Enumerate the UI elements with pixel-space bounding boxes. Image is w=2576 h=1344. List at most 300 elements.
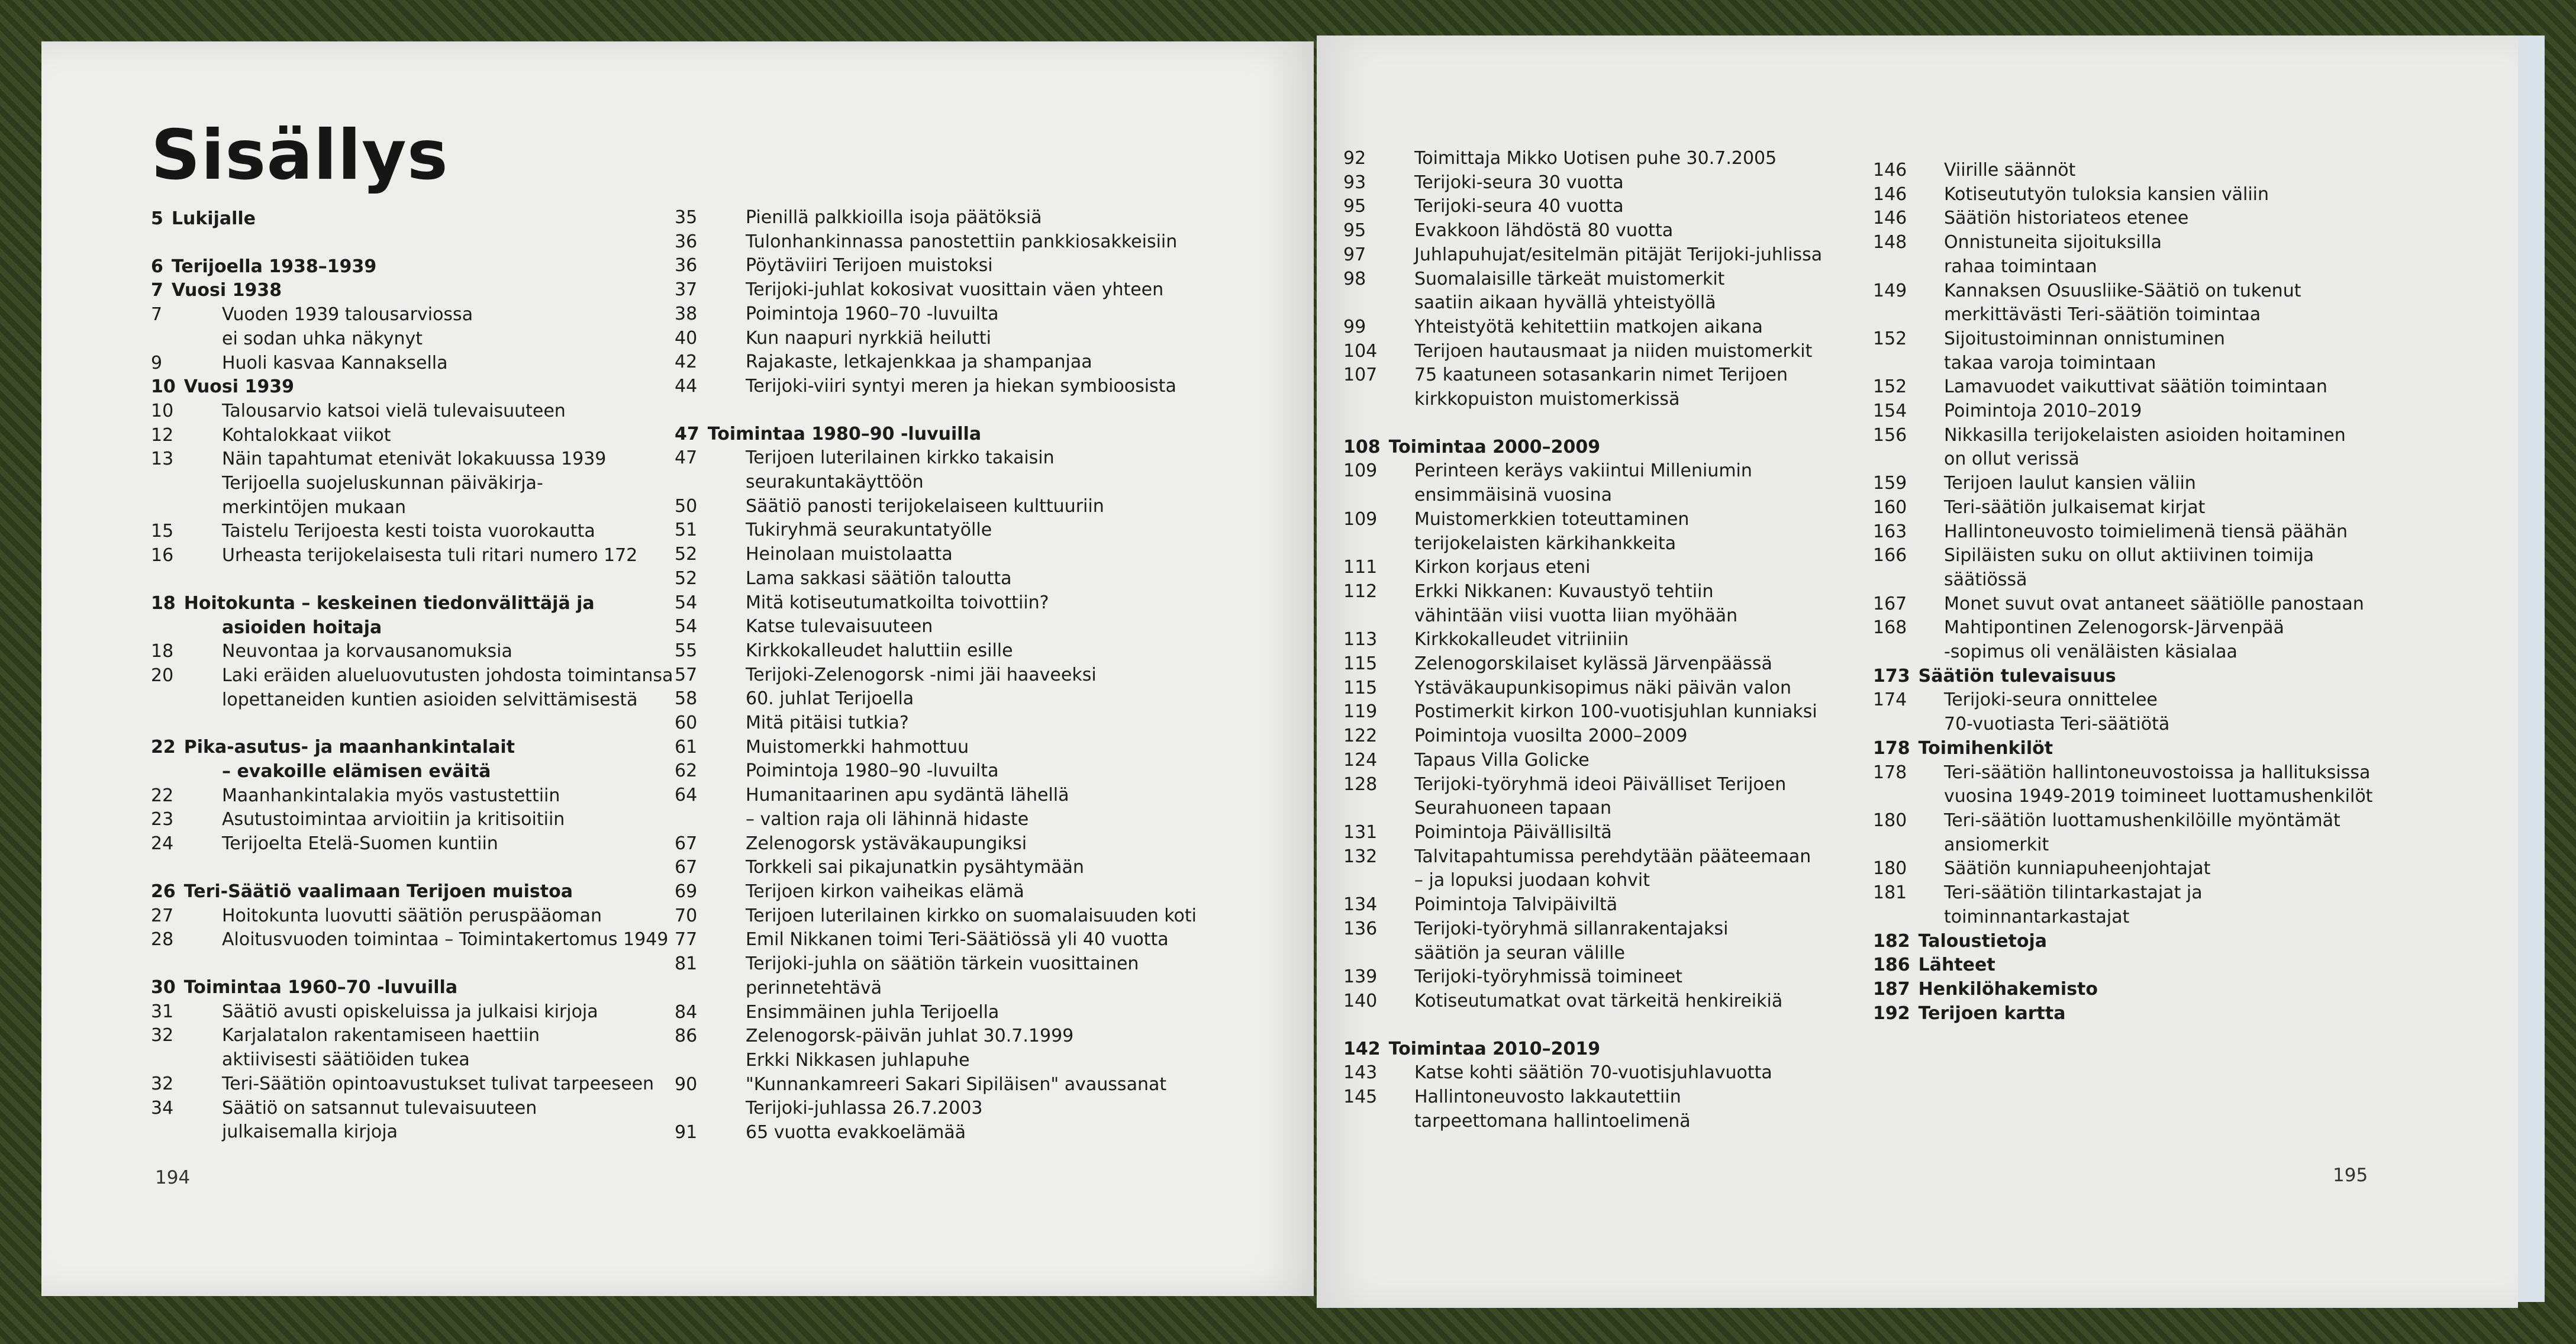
toc-page-number: 30 — [151, 976, 176, 998]
toc-entry-title: Yhteistyötä kehitettiin matkojen aikana — [1414, 316, 1763, 337]
toc-page-number — [1343, 532, 1414, 556]
toc-entry — [675, 327, 1207, 351]
toc-page-number: 35 — [675, 207, 698, 228]
toc-entry-title: Tulonhankinnassa panostettiin pankkiosakkeisiin — [746, 231, 1178, 252]
toc-entry — [1343, 773, 1876, 797]
toc-entry-title: toiminnantarkastajat — [1944, 906, 2130, 927]
toc-page-number: 69 — [675, 881, 698, 902]
toc-entry-title: Hallintoneuvosto toimielimenä tiensä päähän — [1944, 521, 2348, 542]
toc-page-number: 148 — [1873, 232, 1907, 253]
toc-entry-title: Juhlapuhujat/esitelmän pitäjät Terijoki-juhlissa — [1414, 244, 1823, 265]
toc-entry — [151, 808, 684, 832]
toc-page-number: 134 — [1343, 894, 1378, 916]
toc-entry — [151, 640, 684, 664]
toc-page-number: 167 — [1873, 593, 1907, 614]
toc-entry — [1343, 363, 1876, 388]
toc-entry-title: Muistomerkki hahmottuu — [746, 736, 969, 758]
toc-entry — [1343, 556, 1876, 580]
toc-section-heading — [675, 423, 1207, 447]
toc-entry — [675, 230, 1207, 254]
toc-page-number — [151, 472, 222, 496]
toc-entry — [1343, 797, 1876, 821]
toc-page-number: 146 — [1873, 160, 1907, 181]
toc-entry-title: Hallintoneuvosto lakkautettiin — [1414, 1087, 1681, 1108]
toc-page-number: 47 — [675, 423, 699, 444]
toc-entry — [1873, 640, 2406, 665]
toc-page-number: 104 — [1343, 340, 1378, 362]
toc-entry — [1873, 303, 2406, 327]
toc-entry — [151, 688, 684, 713]
toc-entry-title: Lamavuodet vaikuttivat säätiön toimintaan — [1944, 376, 2327, 398]
toc-page-number: 178 — [1873, 737, 1910, 759]
toc-entry-title: 70-vuotiasta Teri-säätiötä — [1944, 714, 2170, 735]
toc-entry-title: Zelenogorsk-päivän juhlat 30.7.1999 — [746, 1026, 1074, 1047]
toc-entry-title: Urheasta terijokelaisesta tuli ritari numero 172 — [222, 545, 638, 566]
toc-page-number — [1873, 905, 1944, 930]
toc-page-number — [675, 976, 746, 1001]
toc-entry-title: ei sodan uhka näkynyt — [222, 328, 423, 349]
toc-page-number: 51 — [675, 520, 698, 541]
toc-entry-title: Kun naapuri nyrkkiä heilutti — [746, 327, 991, 349]
toc-entry — [675, 567, 1207, 591]
toc-entry — [1343, 749, 1876, 773]
toc-entry-title: Teri-säätiön julkaisemat kirjat — [1944, 497, 2206, 518]
toc-page-number: 174 — [1873, 689, 1907, 711]
toc-entry-title: Terijoen hautausmaat ja niiden muistomerkit — [1414, 340, 1813, 362]
toc-entry — [1873, 207, 2406, 231]
toc-entry — [675, 904, 1207, 929]
toc-page-number: 32 — [151, 1073, 174, 1094]
toc-entry — [151, 544, 684, 568]
toc-page-number — [1343, 869, 1414, 893]
toc-section-heading — [1343, 1037, 1876, 1062]
toc-entry-title: 75 kaatuneen sotasankarin nimet Terijoen — [1414, 365, 1788, 386]
toc-page-number: 15 — [151, 521, 174, 542]
toc-page-number: 139 — [1343, 966, 1378, 988]
toc-entry — [1873, 881, 2406, 905]
toc-page-number: 32 — [151, 1025, 174, 1046]
toc-page-number: 119 — [1343, 701, 1378, 723]
toc-page-number: 86 — [675, 1026, 698, 1047]
toc-section-heading — [151, 736, 684, 760]
toc-entry — [1873, 447, 2406, 472]
toc-page-number: 81 — [675, 953, 698, 975]
toc-entry — [675, 615, 1207, 639]
toc-page-number: 149 — [1873, 280, 1907, 301]
toc-page-number: 180 — [1873, 810, 1907, 831]
toc-page-number — [151, 688, 222, 713]
toc-page-number — [675, 808, 746, 832]
toc-page-number — [151, 327, 222, 352]
toc-entry-title: Vuoden 1939 talousarviossa — [222, 304, 473, 325]
toc-entry — [675, 639, 1207, 663]
toc-entry-title: Torkkeli sai pikajunatkin pysähtymään — [746, 857, 1084, 878]
toc-entry-title: Pienillä palkkioilla isoja päätöksiä — [746, 207, 1042, 228]
toc-page-number — [675, 1049, 746, 1073]
toc-section-heading — [151, 592, 684, 616]
toc-entry-title: Toimintaa 1980–90 -luvuilla — [707, 423, 982, 444]
toc-spacer — [151, 712, 684, 736]
toc-page-number: 95 — [1343, 220, 1366, 241]
toc-page-number: 181 — [1873, 882, 1907, 904]
toc-entry-title: Pika-asutus- ja maanhankintalait — [183, 737, 515, 758]
toc-page-number — [1873, 255, 1944, 279]
toc-entry-title: Lama sakkasi säätiön taloutta — [746, 568, 1012, 589]
toc-entry-title: Katse kohti säätiön 70-vuotisjuhlavuotta — [1414, 1062, 1772, 1084]
toc-entry-title: vuosina 1949-2019 toimineet luottamushenkilöt — [1944, 786, 2373, 807]
toc-page-number: 26 — [151, 881, 176, 902]
toc-entry — [1343, 267, 1876, 292]
toc-entry — [1873, 375, 2406, 399]
toc-page-number: 84 — [675, 1001, 698, 1023]
toc-entry-title: Terijoen laulut kansien väliin — [1944, 473, 2196, 494]
toc-page-number: 47 — [675, 447, 698, 469]
toc-entry-title: takaa varoja toimintaan — [1944, 352, 2156, 373]
toc-page-number: 22 — [151, 785, 174, 806]
toc-entry-title: ansiomerkit — [1944, 834, 2049, 855]
toc-entry — [1873, 231, 2406, 255]
toc-entry-title: Poimintoja 1960–70 -luvuilta — [746, 303, 999, 324]
toc-entry-title: Sijoitustoiminnan onnistuminen — [1944, 328, 2225, 349]
toc-entry — [675, 928, 1207, 952]
toc-page-number: 60 — [675, 713, 698, 734]
toc-entry-title: Poimintoja 2010–2019 — [1944, 401, 2142, 422]
toc-entry — [675, 759, 1207, 784]
toc-entry — [151, 352, 684, 376]
toc-entry — [151, 1048, 684, 1072]
toc-entry — [675, 1049, 1207, 1073]
toc-entry — [1343, 291, 1876, 315]
toc-page-number — [151, 496, 222, 520]
toc-entry-title: Ensimmäinen juhla Terijoella — [746, 1001, 1000, 1023]
toc-entry — [151, 928, 684, 952]
toc-entry — [151, 1024, 684, 1048]
toc-entry — [151, 447, 684, 472]
toc-entry-title: Kohtalokkaat viikot — [222, 424, 391, 446]
toc-entry — [1343, 628, 1876, 652]
toc-entry — [675, 784, 1207, 808]
page-number-right: 195 — [2333, 1165, 2368, 1186]
toc-entry — [1873, 833, 2406, 858]
toc-entry-title: Poimintoja Päivällisiltä — [1414, 821, 1612, 843]
toc-entry-title: Nikkasilla terijokelaisten asioiden hoitaminen — [1944, 424, 2346, 446]
toc-page-number: 37 — [675, 279, 698, 301]
toc-spacer — [675, 399, 1207, 423]
toc-entry — [675, 952, 1207, 976]
toc-entry-title: Toimittaja Mikko Uotisen puhe 30.7.2005 — [1414, 148, 1777, 169]
toc-entry-title: Kirkkokalleudet haluttiin esille — [746, 640, 1013, 661]
toc-page-number: 52 — [675, 568, 698, 589]
toc-entry-title: Huoli kasvaa Kannaksella — [222, 352, 448, 373]
toc-entry-title: Mitä kotiseutumatkoilta toivottiin? — [746, 592, 1049, 613]
toc-page-number: 50 — [675, 495, 698, 517]
toc-entry-title: Sipiläisten suku on ollut aktiivinen toimija — [1944, 545, 2314, 566]
toc-entry-title: vähintään viisi vuotta liian myöhään — [1414, 605, 1738, 626]
toc-entry-title: Tukiryhmä seurakuntatyölle — [746, 520, 992, 541]
toc-entry-title: kirkkopuiston muistomerkissä — [1414, 389, 1680, 410]
toc-page-number: 67 — [675, 833, 698, 854]
toc-page-number: 36 — [675, 231, 698, 252]
toc-entry — [675, 880, 1207, 904]
toc-page-number — [1873, 640, 1944, 665]
toc-entry-title: Terijoki-seura 40 vuotta — [1414, 196, 1624, 217]
toc-page-number: 159 — [1873, 473, 1907, 494]
toc-entry — [675, 518, 1207, 543]
toc-page-number: 6 — [151, 256, 163, 277]
toc-page-number: 18 — [151, 641, 174, 662]
toc-entry-title: Erkki Nikkasen juhlapuhe — [746, 1049, 970, 1071]
toc-page-number — [1343, 797, 1414, 821]
toc-entry-title: perinnetehtävä — [746, 977, 882, 998]
toc-page-number: 128 — [1343, 773, 1378, 795]
toc-page-number: 18 — [151, 592, 176, 614]
toc-page-number: 54 — [675, 616, 698, 637]
toc-entry-title: lopettaneiden kuntien asioiden selvittämisestä — [222, 689, 638, 710]
toc-entry-title: Laki eräiden alueluovutusten johdosta toimintansa — [222, 665, 673, 686]
toc-entry — [1343, 917, 1876, 942]
toc-page-number: 182 — [1873, 930, 1910, 952]
toc-page-number: 145 — [1343, 1087, 1378, 1108]
toc-entry-title: Perinteen keräys vakiintui Milleniumin — [1414, 460, 1752, 482]
toc-page-number — [1343, 291, 1414, 315]
toc-page-number: 178 — [1873, 762, 1907, 783]
toc-entry — [675, 206, 1207, 230]
toc-entry-title: Onnistuneita sijoituksilla — [1944, 232, 2162, 253]
toc-entry-title: Terijoki-seura 30 vuotta — [1414, 172, 1624, 193]
toc-page-number: 93 — [1343, 172, 1366, 193]
toc-page-number: 34 — [151, 1097, 174, 1119]
toc-entry — [1873, 520, 2406, 544]
toc-entry-title: Terijoki-työryhmissä toimineet — [1414, 966, 1682, 988]
toc-page-number: 180 — [1873, 858, 1907, 879]
toc-section-heading — [151, 976, 684, 1000]
toc-entry — [1343, 965, 1876, 990]
toc-entry — [1873, 399, 2406, 424]
toc-page-number: 9 — [151, 352, 163, 373]
toc-entry-title: Emil Nikkanen toimi Teri-Säätiössä yli 40 vuotta — [746, 929, 1169, 950]
toc-page-number: 109 — [1343, 508, 1378, 530]
toc-entry — [1873, 424, 2406, 448]
toc-page-number — [1343, 604, 1414, 629]
toc-page-number: 55 — [675, 640, 698, 661]
toc-entry-title: Postimerkit kirkon 100-vuotisjuhlan kunniaksi — [1414, 701, 1817, 723]
toc-entry-title: Talvitapahtumissa perehdytään pääteemaan — [1414, 846, 1811, 867]
toc-page-number: 77 — [675, 929, 698, 950]
toc-section-heading — [1873, 665, 2406, 689]
toc-entry-title: – ja lopuksi juodaan kohvit — [1414, 870, 1650, 891]
toc-entry — [675, 543, 1207, 567]
toc-page-number — [1873, 352, 1944, 376]
toc-entry-title: Rajakaste, letkajenkkaa ja shampanjaa — [746, 352, 1092, 373]
toc-spacer — [151, 952, 684, 976]
toc-entry — [151, 832, 684, 856]
toc-entry — [151, 1072, 684, 1097]
toc-page-number: 52 — [675, 544, 698, 565]
toc-page-number: 13 — [151, 449, 174, 470]
toc-entry-title: Karjalatalon rakentamiseen haettiin — [222, 1025, 540, 1046]
toc-entry — [1343, 604, 1876, 629]
toc-page-number — [1873, 785, 1944, 809]
toc-entry — [675, 687, 1207, 711]
toc-page-number: 136 — [1343, 918, 1378, 939]
toc-page-number — [151, 616, 222, 640]
toc-entry — [1873, 544, 2406, 568]
toc-entry-title: Terijoen luterilainen kirkko takaisin — [746, 447, 1055, 469]
toc-page-number: 91 — [675, 1122, 698, 1143]
toc-entry — [675, 446, 1207, 470]
toc-entry-title: "Kunnankamreeri Sakari Sipiläisen" avaussanat — [746, 1074, 1167, 1095]
toc-entry-title: Teri-säätiön luottamushenkilöille myöntämät — [1944, 810, 2340, 831]
toc-entry — [151, 327, 684, 352]
page-title: Sisällys — [151, 115, 449, 195]
toc-entry-title: Terijoen kirkon vaiheikas elämä — [746, 881, 1024, 902]
toc-page-number: 187 — [1873, 978, 1910, 1000]
toc-page-number — [1873, 568, 1944, 592]
toc-page-number — [151, 1120, 222, 1145]
toc-page-number: 115 — [1343, 653, 1378, 675]
toc-page-number: 146 — [1873, 208, 1907, 229]
toc-entry-title: Terijoen luterilainen kirkko on suomalaisuuden koti — [746, 905, 1197, 926]
toc-entry — [1343, 1110, 1876, 1134]
toc-page-number: 20 — [151, 665, 174, 686]
toc-entry — [1343, 219, 1876, 243]
toc-entry — [151, 1097, 684, 1121]
toc-entry — [1343, 990, 1876, 1014]
toc-page-number: 115 — [1343, 677, 1378, 698]
toc-entry-title: Terijoki-seura onnittelee — [1944, 689, 2158, 711]
toc-page-number: 62 — [675, 760, 698, 782]
toc-entry-title: Zelenogorskilaiset kylässä Järvenpäässä — [1414, 653, 1772, 675]
toc-entry — [1873, 905, 2406, 930]
toc-page-number: 108 — [1343, 436, 1381, 457]
toc-entry-title: Teri-säätiön hallintoneuvostoissa ja hallituksissa — [1944, 762, 2371, 783]
toc-page-number: 160 — [1873, 497, 1907, 518]
toc-page-number: 156 — [1873, 424, 1907, 446]
book-cover-edge — [2518, 36, 2545, 1302]
toc-section-heading — [1873, 978, 2406, 1002]
toc-entry — [675, 1001, 1207, 1025]
toc-entry-title: Toimintaa 2010–2019 — [1388, 1038, 1601, 1059]
toc-entry — [151, 1000, 684, 1024]
toc-page-number: 111 — [1343, 557, 1378, 578]
toc-entry — [151, 472, 684, 496]
toc-section-heading — [151, 255, 684, 279]
toc-entry — [1873, 809, 2406, 833]
toc-spacer — [151, 231, 684, 255]
toc-entry — [1873, 159, 2406, 183]
toc-page-number — [151, 760, 222, 784]
toc-entry — [151, 303, 684, 327]
toc-page-number: 61 — [675, 736, 698, 758]
toc-page-number: 28 — [151, 929, 174, 950]
toc-entry-title: Terijoki-juhla on säätiön tärkein vuosittainen — [746, 953, 1139, 975]
toc-entry-title: Monet suvut ovat antaneet säätiölle panostaan — [1944, 593, 2364, 614]
toc-page-number: 112 — [1343, 581, 1378, 602]
toc-section-heading — [151, 207, 684, 231]
toc-section-heading — [151, 375, 684, 399]
toc-section-heading — [151, 279, 684, 303]
toc-entry-title: Neuvontaa ja korvausanomuksia — [222, 641, 512, 662]
toc-page-number: 57 — [675, 664, 698, 685]
toc-entry-title: – evakoille elämisen eväitä — [222, 761, 491, 782]
toc-page-number: 166 — [1873, 545, 1907, 566]
toc-entry-title: Säätiö avusti opiskeluissa ja julkaisi kirjoja — [222, 1001, 598, 1022]
toc-entry — [1873, 327, 2406, 352]
toc-section-heading — [1873, 737, 2406, 761]
toc-page-number — [1873, 303, 1944, 327]
toc-entry-title: Terijoelta Etelä-Suomen kuntiin — [222, 833, 498, 855]
toc-entry-title: Vuosi 1938 — [171, 280, 282, 301]
toc-page-number: 12 — [151, 424, 174, 446]
toc-entry — [675, 808, 1207, 832]
toc-page-number — [1873, 713, 1944, 737]
toc-page-number: 44 — [675, 375, 698, 397]
toc-entry — [1873, 592, 2406, 617]
toc-entry — [1343, 243, 1876, 267]
toc-entry-title: Humanitaarinen apu sydäntä lähellä — [746, 785, 1069, 806]
toc-spacer — [151, 856, 684, 880]
toc-entry — [1873, 857, 2406, 881]
toc-page-number: 122 — [1343, 726, 1378, 747]
toc-entry — [1343, 676, 1876, 701]
toc-entry-title: Kirkon korjaus eteni — [1414, 557, 1591, 578]
toc-entry-title: Lähteet — [1918, 955, 1995, 976]
toc-spacer — [151, 568, 684, 592]
toc-entry-title: merkintöjen mukaan — [222, 497, 407, 518]
toc-entry-title: Kannaksen Osuusliike-Säätiö on tukenut — [1944, 280, 2301, 301]
toc-entry — [675, 976, 1207, 1001]
toc-entry-title: Katse tulevaisuuteen — [746, 616, 933, 637]
toc-entry-title: Toimintaa 2000–2009 — [1388, 436, 1601, 457]
toc-spacer — [1343, 1014, 1876, 1037]
toc-page-number: 146 — [1873, 183, 1907, 205]
toc-page-number: 95 — [1343, 196, 1366, 217]
toc-page-number: 64 — [675, 785, 698, 806]
toc-entry — [1873, 255, 2406, 279]
toc-entry-title: Asutustoimintaa arvioitiin ja kritisoitiin — [222, 809, 565, 830]
toc-entry — [1343, 532, 1876, 556]
toc-column-4 — [1873, 159, 2406, 1026]
toc-entry — [1343, 195, 1876, 219]
toc-entry — [1873, 761, 2406, 785]
toc-entry-title: julkaisemalla kirjoja — [222, 1121, 398, 1143]
toc-page-number: 27 — [151, 905, 174, 926]
toc-entry-title: Mahtipontinen Zelenogorsk-Järvenpää — [1944, 617, 2284, 639]
toc-entry — [1343, 484, 1876, 508]
toc-entry-title: Terijoella 1938–1939 — [171, 256, 377, 277]
toc-entry — [675, 832, 1207, 856]
toc-entry-title: Suomalaisille tärkeät muistomerkit — [1414, 268, 1725, 289]
toc-entry-title: Talousarvio katsoi vielä tulevaisuuteen — [222, 400, 566, 421]
toc-entry-title: Kotiseutumatkat ovat tärkeitä henkireikiä — [1414, 990, 1783, 1011]
toc-spacer — [1343, 412, 1876, 436]
toc-entry — [1343, 340, 1876, 364]
toc-entry-title: seurakuntakäyttöön — [746, 472, 924, 493]
toc-entry — [151, 496, 684, 520]
toc-section-heading — [1873, 953, 2406, 978]
toc-page-number: 70 — [675, 905, 698, 926]
toc-entry — [1343, 821, 1876, 845]
toc-page-number: 99 — [1343, 316, 1366, 337]
toc-entry-title: tarpeettomana hallintoelimenä — [1414, 1110, 1691, 1132]
toc-page-number: 40 — [675, 327, 698, 349]
toc-page-number: 7 — [151, 304, 163, 325]
toc-section-heading — [151, 880, 684, 904]
toc-entry-title: Teri-säätiön tilintarkastajat ja — [1944, 882, 2203, 904]
toc-entry-title: Heinolaan muistolaatta — [746, 544, 953, 565]
toc-entry — [1343, 315, 1876, 340]
toc-page-number — [1873, 833, 1944, 858]
